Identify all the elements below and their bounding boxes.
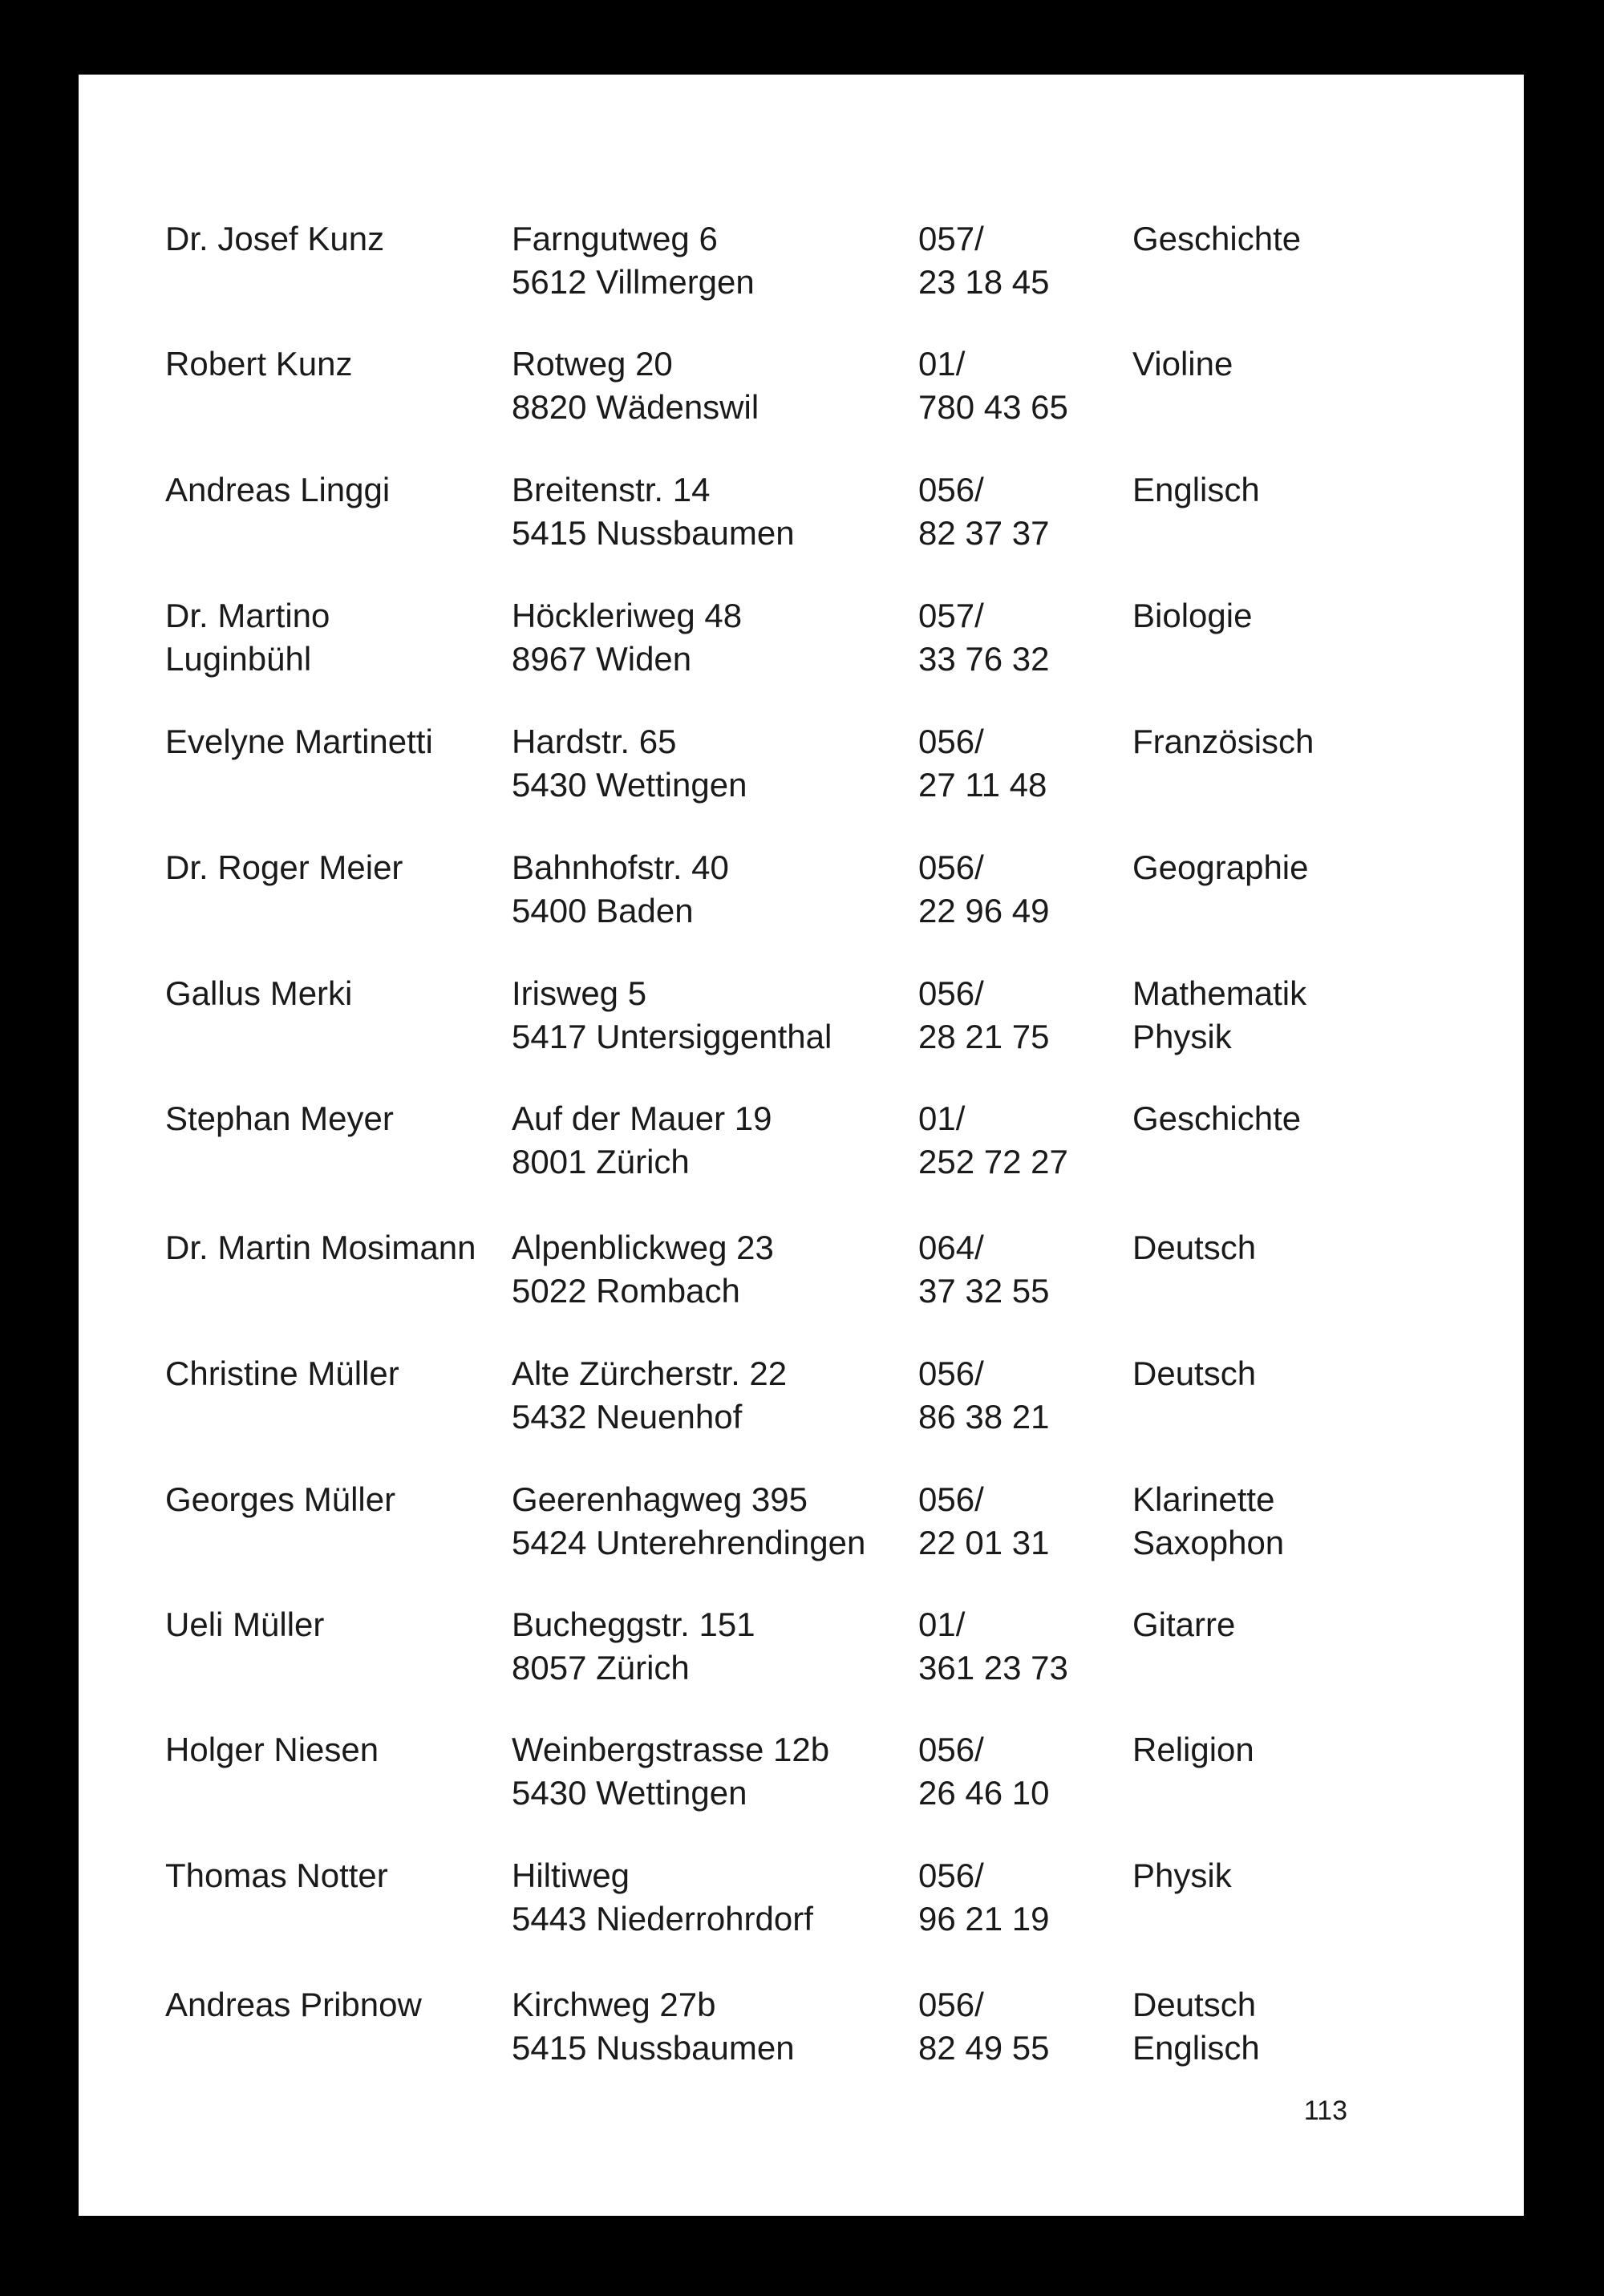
- teacher-address-line: 8057 Zürich: [512, 1649, 690, 1687]
- teacher-address-line: 5415 Nussbaumen: [512, 514, 795, 552]
- teacher-name: [165, 1728, 379, 1772]
- teacher-subjects-line: Biologie: [1132, 597, 1253, 634]
- teacher-name: [165, 972, 352, 1015]
- teacher-name-line: Ueli Müller: [165, 1606, 325, 1643]
- teacher-name-line: Andreas Pribnow: [165, 1986, 422, 2023]
- teacher-address-line: Irisweg 5: [512, 974, 647, 1012]
- teacher-phone-line: 23 18 45: [918, 263, 1050, 301]
- teacher-subjects-line: Geschichte: [1132, 220, 1302, 257]
- teacher-subjects: [1132, 1854, 1232, 1897]
- teacher-phone: [918, 1983, 1050, 2070]
- teacher-subjects-line: Französisch: [1132, 723, 1314, 760]
- teacher-address-line: Hardstr. 65: [512, 723, 677, 760]
- teacher-address-line: 5415 Nussbaumen: [512, 2029, 795, 2067]
- teacher-name-line: Christine Müller: [165, 1355, 399, 1392]
- teacher-subjects: [1132, 1352, 1256, 1395]
- teacher-phone-line: 96 21 19: [918, 1900, 1050, 1938]
- teacher-address-line: Geerenhagweg 395: [512, 1480, 808, 1518]
- teacher-address: [512, 1478, 865, 1565]
- directory-entry: [79, 342, 1524, 439]
- teacher-subjects: [1132, 1097, 1301, 1140]
- teacher-address-line: Bucheggstr. 151: [512, 1606, 755, 1643]
- teacher-phone-line: 056/: [918, 1986, 984, 2023]
- teacher-address-line: 5443 Niederrohrdorf: [512, 1900, 813, 1938]
- teacher-phone-line: 86 38 21: [918, 1398, 1050, 1436]
- teacher-phone-line: 82 49 55: [918, 2029, 1050, 2067]
- teacher-subjects-line: Deutsch: [1132, 1986, 1257, 2023]
- teacher-subjects: [1132, 846, 1309, 889]
- teacher-address-line: Breitenstr. 14: [512, 471, 711, 508]
- teacher-address: [512, 1983, 795, 2070]
- teacher-phone-line: 056/: [918, 471, 984, 508]
- directory-entry: [79, 594, 1524, 690]
- teacher-phone: [918, 1854, 1050, 1941]
- teacher-subjects: [1132, 720, 1314, 763]
- directory-entry: [79, 1478, 1524, 1574]
- teacher-address-line: Bahnhofstr. 40: [512, 848, 729, 886]
- teacher-name-line: Dr. Martin Mosimann: [165, 1229, 476, 1266]
- teacher-address-line: 5417 Untersiggenthal: [512, 1018, 832, 1055]
- teacher-subjects-line: Physik: [1132, 1857, 1232, 1894]
- teacher-address-line: 8967 Widen: [512, 640, 692, 678]
- teacher-address-line: Hiltiweg: [512, 1857, 630, 1894]
- teacher-name-line: Dr. Josef Kunz: [165, 220, 385, 257]
- directory-entry: [79, 217, 1524, 314]
- directory-entry: [79, 1603, 1524, 1699]
- teacher-name-line: Dr. Martino: [165, 597, 330, 634]
- teacher-subjects-line: Geographie: [1132, 848, 1309, 886]
- teacher-phone-line: 056/: [918, 974, 984, 1012]
- teacher-address-line: 5430 Wettingen: [512, 766, 747, 804]
- teacher-address: [512, 972, 832, 1059]
- directory-entry: [79, 846, 1524, 942]
- teacher-name: [165, 1352, 399, 1395]
- teacher-phone-line: 056/: [918, 1731, 984, 1768]
- teacher-phone-line: 056/: [918, 848, 984, 886]
- teacher-address: [512, 720, 747, 807]
- teacher-phone: [918, 1728, 1050, 1815]
- teacher-name: [165, 1226, 476, 1269]
- teacher-address-line: Farngutweg 6: [512, 220, 718, 257]
- document-page: [79, 75, 1524, 2216]
- teacher-phone-line: 056/: [918, 1480, 984, 1518]
- teacher-phone: [918, 594, 1050, 681]
- teacher-phone-line: 82 37 37: [918, 514, 1050, 552]
- teacher-name: [165, 1478, 395, 1521]
- teacher-address-line: 5022 Rombach: [512, 1272, 740, 1310]
- teacher-name-line: Robert Kunz: [165, 345, 353, 383]
- teacher-phone-line: 056/: [918, 1355, 984, 1392]
- teacher-phone-line: 780 43 65: [918, 388, 1068, 426]
- teacher-phone: [918, 217, 1050, 304]
- teacher-phone-line: 252 72 27: [918, 1143, 1068, 1180]
- teacher-phone-line: 28 21 75: [918, 1018, 1050, 1055]
- teacher-address-line: 5612 Villmergen: [512, 263, 755, 301]
- teacher-name: [165, 217, 384, 261]
- teacher-subjects-line: Deutsch: [1132, 1355, 1257, 1392]
- directory-entry: [79, 1352, 1524, 1448]
- teacher-subjects-line: Klarinette: [1132, 1480, 1275, 1518]
- directory-entry: [79, 468, 1524, 565]
- teacher-subjects: [1132, 1226, 1256, 1269]
- teacher-phone-line: 064/: [918, 1229, 984, 1266]
- teacher-name: [165, 342, 352, 386]
- teacher-name: [165, 468, 390, 512]
- directory-entry: [79, 972, 1524, 1068]
- teacher-name: [165, 1097, 394, 1140]
- teacher-name: [165, 846, 403, 889]
- directory-entry: [79, 1983, 1524, 2079]
- teacher-phone-line: 26 46 10: [918, 1774, 1050, 1812]
- teacher-phone-line: 22 01 31: [918, 1524, 1050, 1561]
- teacher-subjects-line: Englisch: [1132, 471, 1260, 508]
- teacher-phone: [918, 1352, 1050, 1439]
- teacher-address-line: Rotweg 20: [512, 345, 673, 383]
- teacher-name-line: Luginbühl: [165, 640, 312, 678]
- teacher-subjects-line: Religion: [1132, 1731, 1254, 1768]
- teacher-address-line: Alte Zürcherstr. 22: [512, 1355, 788, 1392]
- teacher-address: [512, 468, 795, 555]
- teacher-name: [165, 1854, 388, 1897]
- teacher-subjects-line: Violine: [1132, 345, 1233, 383]
- teacher-address-line: Alpenblickweg 23: [512, 1229, 774, 1266]
- teacher-name-line: Andreas Linggi: [165, 471, 391, 508]
- teacher-name-line: Gallus Merki: [165, 974, 353, 1012]
- directory-entry: [79, 1226, 1524, 1322]
- teacher-address-line: Kirchweg 27b: [512, 1986, 716, 2023]
- teacher-address-line: 5430 Wettingen: [512, 1774, 747, 1812]
- teacher-name: [165, 720, 433, 763]
- teacher-name-line: Holger Niesen: [165, 1731, 379, 1768]
- teacher-name-line: Georges Müller: [165, 1480, 396, 1518]
- teacher-phone-line: 057/: [918, 597, 984, 634]
- teacher-phone: [918, 1478, 1050, 1565]
- teacher-name-line: Thomas Notter: [165, 1857, 388, 1894]
- teacher-address: [512, 1226, 774, 1313]
- teacher-phone: [918, 720, 1047, 807]
- page-number: 113: [1303, 2096, 1347, 2126]
- teacher-phone-line: 01/: [918, 1099, 966, 1137]
- teacher-name-line: Stephan Meyer: [165, 1099, 394, 1137]
- teacher-address: [512, 1854, 813, 1941]
- teacher-phone: [918, 1097, 1068, 1184]
- teacher-subjects: [1132, 217, 1301, 261]
- teacher-subjects: [1132, 594, 1252, 638]
- teacher-address: [512, 1097, 772, 1184]
- teacher-address: [512, 342, 759, 429]
- teacher-subjects-line: Deutsch: [1132, 1229, 1257, 1266]
- teacher-subjects-line: Geschichte: [1132, 1099, 1302, 1137]
- teacher-address-line: Auf der Mauer 19: [512, 1099, 772, 1137]
- teacher-phone-line: 01/: [918, 345, 966, 383]
- teacher-address: [512, 1728, 829, 1815]
- teacher-address-line: 5400 Baden: [512, 892, 694, 929]
- directory-entry: [79, 1728, 1524, 1824]
- teacher-phone: [918, 342, 1068, 429]
- teacher-phone-line: 33 76 32: [918, 640, 1050, 678]
- teacher-address-line: 5432 Neuenhof: [512, 1398, 743, 1436]
- teacher-subjects: [1132, 468, 1260, 512]
- teacher-address-line: Höckleriweg 48: [512, 597, 743, 634]
- teacher-subjects-line: Physik: [1132, 1018, 1232, 1055]
- teacher-phone: [918, 972, 1050, 1059]
- teacher-name-line: Dr. Roger Meier: [165, 848, 403, 886]
- teacher-address: [512, 594, 742, 681]
- directory-entry: [79, 1097, 1524, 1193]
- teacher-address: [512, 217, 755, 304]
- teacher-subjects-line: Saxophon: [1132, 1524, 1285, 1561]
- teacher-phone: [918, 468, 1050, 555]
- teacher-phone: [918, 1226, 1050, 1313]
- teacher-subjects: [1132, 1478, 1284, 1565]
- teacher-phone: [918, 846, 1050, 933]
- teacher-phone-line: 37 32 55: [918, 1272, 1050, 1310]
- teacher-phone-line: 01/: [918, 1606, 966, 1643]
- teacher-subjects: [1132, 1728, 1254, 1772]
- teacher-subjects: [1132, 342, 1233, 386]
- teacher-phone-line: 22 96 49: [918, 892, 1050, 929]
- teacher-subjects: [1132, 1983, 1260, 2070]
- teacher-subjects-line: Englisch: [1132, 2029, 1260, 2067]
- teacher-phone-line: 27 11 48: [918, 766, 1047, 804]
- directory-entry: [79, 1854, 1524, 1950]
- teacher-address: [512, 1352, 787, 1439]
- teacher-phone-line: 056/: [918, 1857, 984, 1894]
- teacher-address-line: Weinbergstrasse 12b: [512, 1731, 830, 1768]
- teacher-phone-line: 057/: [918, 220, 984, 257]
- teacher-name: [165, 594, 330, 681]
- directory-entry: [79, 720, 1524, 816]
- teacher-address-line: 8001 Zürich: [512, 1143, 690, 1180]
- teacher-subjects: [1132, 972, 1306, 1059]
- teacher-subjects-line: Gitarre: [1132, 1606, 1236, 1643]
- teacher-name-line: Evelyne Martinetti: [165, 723, 433, 760]
- teacher-address-line: 8820 Wädenswil: [512, 388, 759, 426]
- teacher-subjects-line: Mathematik: [1132, 974, 1307, 1012]
- teacher-address: [512, 1603, 755, 1690]
- teacher-phone-line: 361 23 73: [918, 1649, 1068, 1687]
- teacher-phone-line: 056/: [918, 723, 984, 760]
- teacher-address-line: 5424 Unterehrendingen: [512, 1524, 866, 1561]
- teacher-name: [165, 1983, 422, 2027]
- teacher-address: [512, 846, 729, 933]
- teacher-phone: [918, 1603, 1068, 1690]
- teacher-subjects: [1132, 1603, 1235, 1646]
- teacher-name: [165, 1603, 324, 1646]
